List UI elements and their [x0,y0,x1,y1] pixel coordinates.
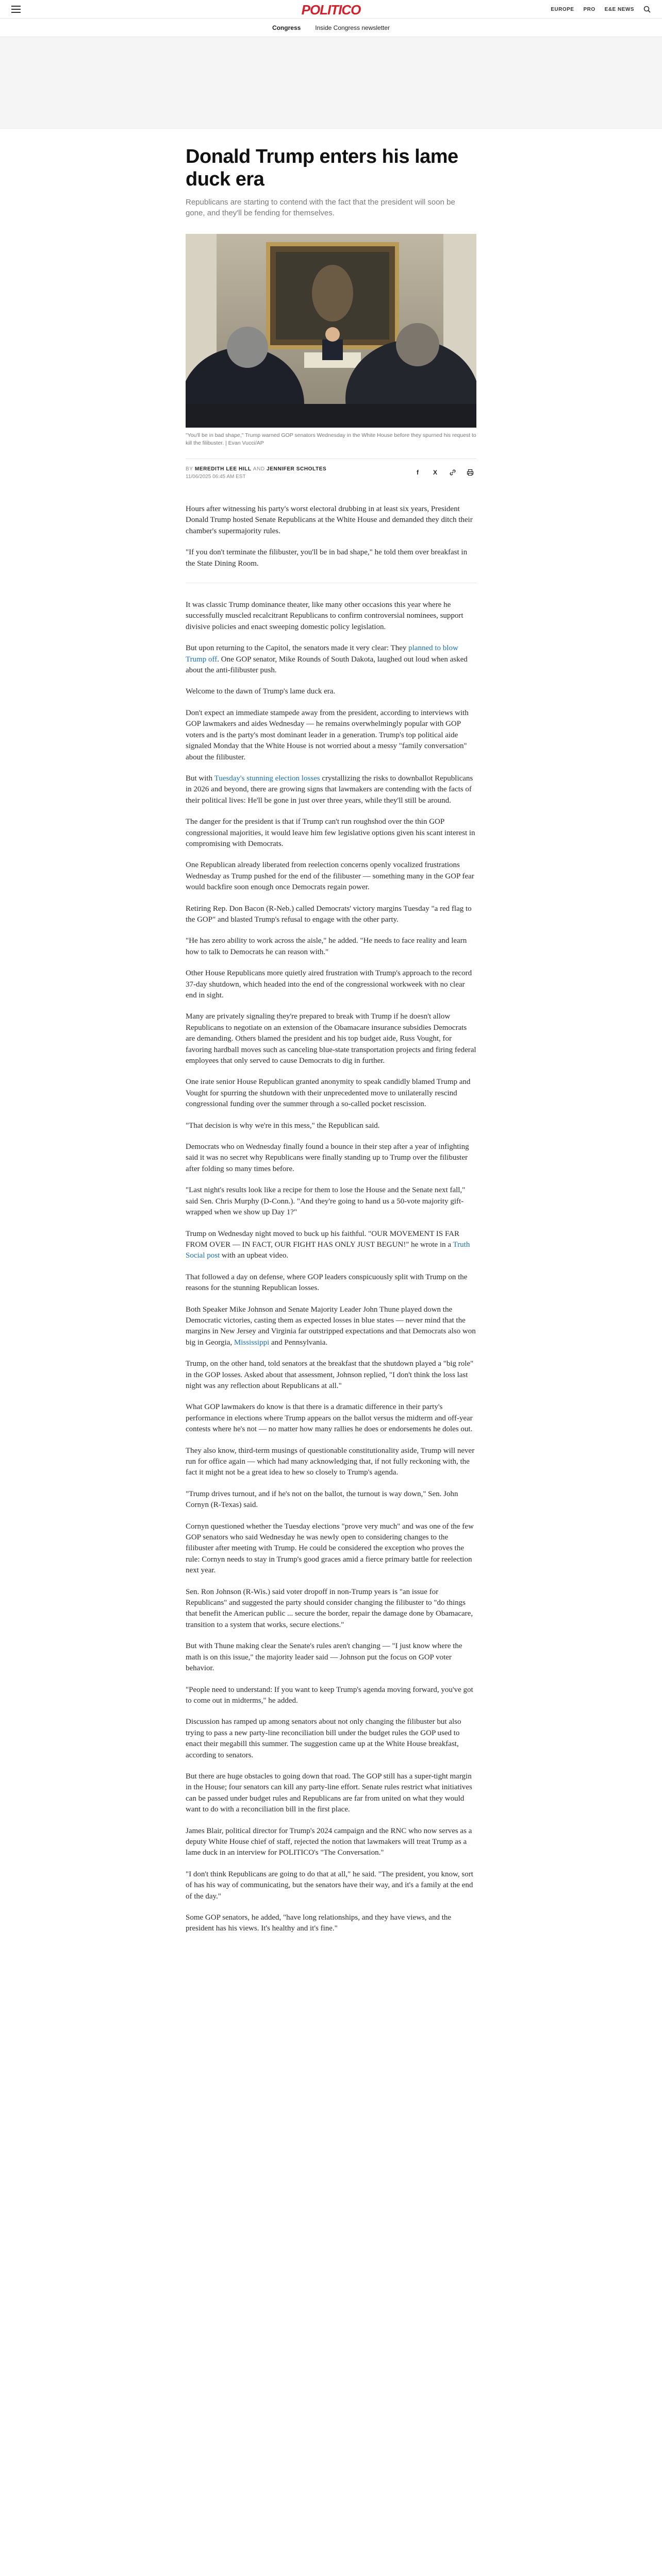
paragraph: What GOP lawmakers do know is that there is a dramatic difference in their party's performance in elections where Trump appears on the ballot versus the midterm and off-year contests where he's not — no matter how many rallies he does or endorsements he doles out. [186,1403,473,1434]
facebook-share-icon[interactable]: f [417,469,419,476]
publish-timestamp: 11/06/2025 06:45 AM EST [186,474,246,480]
paragraph: The danger for the president is that if Trump can't run roughshod over the thin GOP congressional majorities, it would leave him few legislative options given his scant interest in compromising with Democrats. [186,818,475,848]
edition-link-europe[interactable]: EUROPE [551,7,574,12]
paragraph: But with Tuesday's stunning election losses crystallizing the risks to downballot Republicans in 2026 and beyond, there are growing signs that lawmakers are contending with the facts of their political lives: He'll be gone in just over three years, while they'll still be around. [186,774,473,805]
paragraph: But with Thune making clear the Senate's rules aren't changing — "I just know where the math is on this issue," the majority leader said — Johnson put the focus on GOP voter behavior. [186,1642,462,1673]
paragraph: Don't expect an immediate stampede away from the president, according to interviews with GOP lawmakers and aides Wednesday — he remains overwhelmingly popular with GOP voters and is the party's most dominant leader in a generation. Trump's top political aide signaled Monday that the White House is not worried about a messy "family conversation" about the filibuster. [186,708,469,761]
inline-article-link[interactable]: Truth Social post [186,1240,470,1260]
search-icon[interactable] [643,6,651,13]
paragraph: "People need to understand: If you want to keep Trump's agenda moving forward, you've got to come out in midterms," he added. [186,1685,473,1705]
edition-link-ee-news[interactable]: E&E NEWS [604,7,634,12]
paragraph: Discussion has ramped up among senators about not only changing the filibuster but also trying to pass a new party-line reconciliation bill under the budget rules the GOP used to enact their megabill this summer. The suggestion came up at the White House breakfast, according to senators. [186,1718,461,1759]
section-subnav [0,19,662,37]
ad-placeholder [0,37,662,129]
paragraph: They also know, third-term musings of questionable constitutionality aside, Trump will never run for office again — which had many acknowledging that, if not fully reckoning with, the fact it might not be a great idea to hew so closely to Trump's agenda. [186,1446,475,1477]
paragraph: Hours after witnessing his party's worst electoral drubbing in at least six years, President Donald Trump hosted Senate Republicans at the White House and demanded they ditch their chamber's supermajority rules. [186,505,473,535]
politico-logo[interactable]: POLITICO [301,2,361,18]
lead-photo [186,234,476,428]
copy-link-icon[interactable] [446,466,459,479]
inline-article-link[interactable]: Mississippi [234,1338,270,1347]
paragraph: "If you don't terminate the filibuster, you'll be in bad shape," he told them over breakfast in the State Dining Room. [186,548,468,568]
inline-article-link[interactable]: Tuesday's stunning election losses [214,774,320,783]
paragraph: Cornyn questioned whether the Tuesday elections "prove very much" and was one of the few GOP senators who said Wednesday he was newly open to considering changes to the filibuster after meeting with Trump. He could be considered the exception who proves the rule: Cornyn needs to stay in Trump's good graces amid a fierce primary battle for reelection next year. [186,1522,474,1575]
paragraph: "I don't think Republicans are going to do that at all," he said. "The president, you know, sort of has his way of communicating, but the senators have their way, and it's a family at the end of the day." [186,1870,473,1901]
article-body [186,504,476,1935]
print-icon[interactable] [464,466,476,479]
article-headline: Donald Trump enters his lame duck era [186,146,458,190]
author-link-1[interactable]: MEREDITH LEE HILL [194,466,252,472]
paragraph: Welcome to the dawn of Trump's lame duck era. [186,687,336,696]
paragraph: That followed a day on defense, where GOP leaders conspicuously split with Trump on the reasons for the stunning Republican losses. [186,1273,468,1293]
paragraph: Retiring Rep. Don Bacon (R-Neb.) called Democrats' victory margins Tuesday "a red flag to the GOP" and blasted Trump's refusal to engage with the other party. [186,904,472,924]
subnav-item-congress[interactable]: Congress [272,24,301,31]
paragraph: Sen. Ron Johnson (R-Wis.) said voter dropoff in non-Trump years is "an issue for Republicans" and suggested the party should consider changing the filibuster to "do things that benefit the American public ... secure the border, repair the damage done by Obamacare, transition to a system that works, secure elections." [186,1587,473,1629]
paragraph: Many are privately signaling they're prepared to break with Trump if he doesn't allow Republicans to negotiate on an extension of the Obamacare insurance subsidies Democrats are demanding. Others blamed the president and his top budget aide, Russ Vought, for favoring hardball moves such as canceling blue-state transportation projects and firing federal employees that only served to cause Democrats to dig in further. [186,1012,476,1065]
paragraph: Trump on Wednesday night moved to buck up his faithful. "OUR MOVEMENT IS FAR FROM OVER — IN FACT, OUR FIGHT HAS ONLY JUST BEGUN!" he wrote in a Truth Social post with an upbeat video. [186,1229,470,1260]
edition-link-pro[interactable]: PRO [583,7,595,12]
paragraph: Other House Republicans more quietly aired frustration with Trump's approach to the record 37-day shutdown, which headed into the end of the congressional workweek with no clear end in sight. [186,969,472,999]
lead-photo-illustration [186,234,476,428]
share-buttons [411,466,476,479]
top-navigation-bar [0,0,662,19]
x-share-icon[interactable]: X [433,469,437,476]
paragraph: But upon returning to the Capitol, the senators made it very clear: They planned to blow Trump off. One GOP senator, Mike Rounds of South Dakota, laughed out loud when asked about the anti-filibuster push. [186,644,468,675]
paragraph: One irate senior House Republican granted anonymity to speak candidly blamed Trump and Vought for spurring the shutdown with their unprecedented move to unilaterally rescind congressional funding over the summer through a so-called pocket rescission. [186,1078,471,1109]
photo-caption: "You'll be in bad shape," Trump warned GOP senators Wednesday in the White House before they spurned his request to kill the filibuster. | Evan Vucci/AP [186,432,476,446]
paragraph: "That decision is why we're in this mess," the Republican said. [186,1121,380,1130]
byline-by: BY [186,466,193,472]
paragraph: Some GOP senators, he added, "have long relationships, and they have views, and the president has his views. It's healthy and it's fine." [186,1913,452,1933]
paragraph: One Republican already liberated from reelection concerns openly vocalized frustrations Wednesday as Trump pushed for the end of the filibuster — something many in the GOP fear would backfire soon enough once Democrats regain power. [186,861,474,892]
author-link-2[interactable]: JENNIFER SCHOLTES [267,466,327,472]
paragraph: "Trump drives turnout, and if he's not on the ballot, the turnout is way down," Sen. John Cornyn (R-Texas) said. [186,1489,458,1510]
subnav-item-inside-congress-newsletter[interactable]: Inside Congress newsletter [315,24,390,31]
article-dek: Republicans are starting to contend with the fact that the president will soon be gone, and they'll be fending for themselves. [186,198,455,217]
byline-row [186,459,476,486]
paragraph: It was classic Trump dominance theater, like many other occasions this year where he successfully muscled recalcitrant Republicans to confirm controversial nominees, support divisive policies and enact sweeping domestic policy legislation. [186,601,464,631]
inline-article-link[interactable]: planned to blow Trump off [186,644,458,664]
paragraph: Democrats who on Wednesday finally found a bounce in their step after a year of infighting said it was no secret why Republicans were finally standing up to Trump over the filibuster after folding so many times before. [186,1143,469,1173]
edition-links [551,7,634,12]
paragraph: "Last night's results look like a recipe for them to lose the House and the Senate next fall," said Sen. Chris Murphy (D-Conn.). "And they're going to hand us a 50-vote majority gift-wrapped when we show up Day 1?" [186,1186,466,1217]
byline-and: AND [253,466,265,472]
paragraph: "He has zero ability to work across the aisle," he added. "He needs to face reality and learn how to talk to Democrats he can reason with." [186,937,467,956]
paragraph: But there are huge obstacles to going down that road. The GOP still has a super-tight margin in the House; four senators can kill any party-line effort. Senate rules restrict what initiatives can be passed under budget rules and Republicans are far from united on what they would want to do with a reconciliation bill in the first place. [186,1772,472,1814]
paragraph: Both Speaker Mike Johnson and Senate Majority Leader John Thune played down the Democratic victories, casting them as expected losses in blue states — never mind that the margins in New Jersey and Virginia far outstripped expectations and that Democrats also won big in Georgia, Mississippi and Pennsylvania. [186,1305,476,1347]
paragraph: James Blair, political director for Trump's 2024 campaign and the RNC who now serves as a deputy White House chief of staff, rejected the notion that lawmakers will treat Trump as a lame duck in an interview for POLITICO's "The Conversation." [186,1826,472,1857]
paragraph: Trump, on the other hand, told senators at the breakfast that the shutdown played a "big role" in the GOP losses. Asked about that assessment, Johnson replied, "I don't think the loss last night was any reflection about Republicans at all." [186,1360,474,1390]
article [186,145,476,1945]
